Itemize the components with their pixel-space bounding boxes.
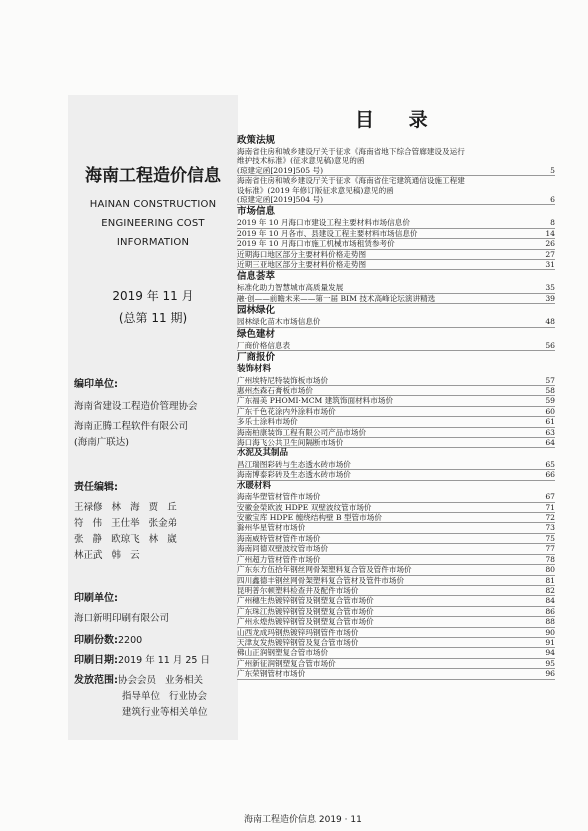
toc-entry-page: 61 [545,417,555,427]
chief-editor-block [74,480,177,564]
toc-entry-page: 5 [550,165,555,175]
toc-entry-title: 广东东方伍拾年钢丝网骨架塑料复合管及管件市场价 [237,565,412,575]
printer-name: 海口新明印刷有限公司 [74,613,170,624]
toc-entry-title: 安徽宝库 HDPE 缠绕结构壁 B 型管市场价 [237,513,382,523]
toc-entry-title: 惠州杰森石膏板市场价 [237,386,313,395]
editor-block [74,377,198,451]
toc-entry-title: 2019 年 10 月海口市施工机械市场租赁参考价 [237,239,395,249]
toc-entry-page: 73 [545,523,555,533]
toc-entry [237,147,555,176]
toc-entry [237,260,555,270]
toc-entry [237,638,555,648]
cover-sidebar [68,95,238,740]
toc-section-heading: 园林绿化 [237,305,276,317]
toc-subsection-heading: 水泥及其制品 [237,448,289,459]
toc-entry [237,523,555,533]
toc-entry-page: 96 [545,669,555,679]
toc-subsection-heading: 装饰材料 [237,364,272,375]
chief-editor-label: 责任编辑: [74,482,118,493]
toc-entry-title: 安徽金榮欧波 HDPE 双壁波纹管市场价 [237,502,372,512]
toc-entry-page: 60 [545,406,555,416]
toc-entry-page: 82 [545,585,555,595]
toc-entry-title: 广东福美 PHOMI·MCM 建筑饰面材料市场价 [237,396,394,406]
toc-entry [237,596,555,606]
toc-entry [237,470,555,480]
toc-entry [237,438,555,448]
toc-title: 目 录 [355,109,442,131]
toc-entry-title: 2019 年 10 月各市、县建设工程主要材料市场信息价 [237,228,418,238]
journal-title: 海南工程造价信息 [85,166,221,186]
toc-entry-title: 多乐士涂料市场价 [237,417,298,427]
english-line: HAINAN CONSTRUCTION [89,199,217,210]
page-footer: 海南工程造价信息 2019 · 11 [244,815,362,825]
distribution-line: 建筑行业等相关单位 [122,707,208,718]
toc-entry-page: 57 [545,375,555,385]
toc-entry-title: 海南省住房和城乡建设厅关于征求《海南省地下综合管廊建设及运行 维护技术标准》(征求意见稿)意见的函 (琼建定函[2019]505 号) [237,147,465,175]
distribution-line: 协会会员 业务相关 [118,675,204,686]
table-of-contents [237,134,555,680]
editor-line: 海南省建设工程造价管理协会 [74,401,198,412]
toc-entry-title: 海南省住房和城乡建设厅关于征求《海南省住宅建筑通信设施工程建 设标准》(2019 年修订版征求意见稿)意见的函 (琼建定函[2019]504 号) [237,176,465,205]
toc-entry-page: 27 [545,249,555,259]
toc-entry-title: 海南华塑管材管件市场价 [237,492,321,502]
toc-entry-page: 26 [545,239,555,249]
toc-entry [237,576,555,586]
toc-entry-page: 39 [545,293,555,303]
toc-entry-title: 广东荣钢管材市场价 [237,669,306,679]
toc-entry [237,386,555,396]
toc-entry-page: 8 [550,218,555,228]
toc-entry-page: 88 [545,617,555,627]
toc-entry-title: 海南柏康装饰工程有限公司产品市场价 [237,427,367,437]
toc-entry-title: 山西龙成玛钢热镀锌玛钢管件市场价 [237,627,359,637]
toc-entry-page: 94 [545,648,555,658]
toc-entry-page: 56 [545,340,555,350]
toc-entry [237,544,555,554]
issue-date: 2019 年 11 月 [112,289,194,303]
toc-entry-title: 昌江瑞图彩砖与生态透水砖市场价 [237,459,351,469]
toc-entry-page: 6 [550,195,555,205]
toc-entry [237,294,555,304]
toc-entry-page: 84 [545,596,555,606]
toc-entry-page: 78 [545,554,555,564]
toc-entry [237,428,555,438]
toc-entry-page: 95 [545,658,555,668]
toc-entry-page: 91 [545,637,555,647]
toc-entry-title: 近期海口地区部分主要材料价格走势图 [237,249,367,259]
toc-entry [237,565,555,575]
toc-entry [237,648,555,658]
toc-entry-page: 65 [545,459,555,469]
toc-entry-title: 广州穗生热镀锌钢管及钢塑复合管市场价 [237,596,374,606]
distribution-line: 指导单位 行业协会 [122,691,208,702]
toc-entry-page: 35 [545,283,555,293]
toc-entry-title: 广东千色花涂内外涂料市场价 [237,406,336,416]
toc-section-heading: 绿色建材 [237,328,276,340]
toc-subsection-heading: 水暖材料 [237,480,272,491]
toc-section-heading: 信息荟萃 [237,271,276,283]
toc-entry-title: 滁州华星管材市场价 [237,523,306,533]
toc-entry-title: 海南威特管材管件市场价 [237,533,321,543]
print-date-label: 印刷日期: [74,655,118,666]
toc-entry-title: 四川鑫德丰钢丝网骨架塑料复合管材及管件市场价 [237,575,405,585]
toc-entry-page: 58 [545,386,555,395]
toc-entry [237,503,555,513]
toc-entry [237,555,555,565]
print-date-block [74,653,210,669]
issue-number: (总第 11 期) [118,311,188,325]
toc-entry-title: 2019 年 10 月海口市建设工程主要材料市场信息价 [237,218,410,228]
toc-entry [237,239,555,249]
toc-entry [237,534,555,544]
chief-editor-line: 林正武 韩 云 [74,550,140,561]
toc-entry [237,218,555,228]
toc-entry-page: 71 [545,502,555,512]
toc-entry [237,317,555,327]
toc-entry [237,229,555,239]
distribution-block [74,673,208,721]
toc-entry-title: 厂商价格信息表 [237,340,291,350]
toc-entry [237,460,555,470]
toc-entry [237,341,555,351]
toc-entry [237,250,555,260]
toc-entry [237,176,555,205]
copies-value: 2200 [118,635,143,646]
toc-entry-title: 广东珠江热镀锌钢管及钢塑复合管市场价 [237,606,374,616]
toc-entry-page: 59 [545,396,555,406]
toc-entry [237,513,555,523]
toc-entry [237,396,555,406]
toc-entry [237,492,555,502]
toc-entry-title: 园林绿化苗木市场信息价 [237,317,321,327]
toc-entry-page: 75 [545,533,555,543]
print-date-value: 2019 年 11 月 25 日 [118,655,210,666]
toc-entry-page: 77 [545,544,555,554]
toc-entry [237,669,555,679]
toc-entry-title: 海南博泰彩砖及生态透水砖市场价 [237,470,351,480]
chief-editor-line: 王禄修 林 海 贾 丘 [74,502,177,513]
toc-section-heading: 厂商报价 [237,352,276,364]
toc-section-heading: 市场信息 [237,206,276,218]
printer-block [74,591,169,627]
printer-label: 印刷单位: [74,593,118,604]
toc-entry-title: 天津友发热镀锌钢管及复合管市场价 [237,637,359,647]
toc-entry [237,407,555,417]
toc-entry-page: 80 [545,565,555,575]
toc-entry [237,586,555,596]
toc-section-heading: 政策法规 [237,135,276,146]
toc-entry [237,376,555,386]
toc-entry [237,283,555,293]
toc-entry-title: 广州永煌热镀锌钢管及钢塑复合管市场价 [237,617,374,627]
toc-entry-title: 广州埃特尼特装饰板市场价 [237,375,329,385]
distribution-label: 发放范围: [74,675,118,686]
english-line: INFORMATION [116,237,190,248]
toc-entry-title: 佛山正润钢塑复合管市场价 [237,648,329,658]
journal-english-title [68,195,238,252]
copies-label: 印刷份数: [74,635,118,646]
toc-entry-page: 14 [545,228,555,238]
toc-entry-title: 融·创——前瞻未来——第一届 BIM 技术高峰论坛演讲精选 [237,293,436,303]
toc-entry-title: 标准化助力智慧城市高质量发展 [237,283,344,293]
toc-entry-page: 67 [545,492,555,502]
editor-line: 海南正腾工程软件有限公司 [74,421,189,432]
toc-entry [237,617,555,627]
chief-editor-line: 张 静 欧琼飞 林 崴 [74,534,177,545]
toc-entry-page: 86 [545,606,555,616]
editor-line: (海南广联达) [74,437,129,448]
toc-entry-page: 81 [545,575,555,585]
chief-editor-line: 符 伟 王仕举 张金弟 [74,518,178,529]
toc-entry [237,659,555,669]
toc-entry-page: 90 [545,627,555,637]
toc-entry-title: 广州新征润钢塑复合管市场价 [237,658,336,668]
toc-entry-title: 近期三亚地区部分主要材料价格走势图 [237,260,367,270]
toc-entry [237,417,555,427]
toc-entry [237,628,555,638]
toc-entry-page: 64 [545,438,555,448]
toc-entry-page: 48 [545,317,555,327]
toc-entry [237,607,555,617]
editor-label: 编印单位: [74,379,118,390]
toc-entry-page: 63 [545,427,555,437]
english-line: ENGINEERING COST [101,218,205,229]
toc-entry-page: 31 [545,260,555,270]
toc-entry-page: 66 [545,470,555,480]
toc-entry-title: 海口海飞公共卫生间隔断市场价 [237,438,344,448]
copies-block [74,633,142,649]
toc-entry-title: 昆明普尔顿塑料检查井及配件市场价 [237,585,359,595]
toc-entry-title: 海南同德双壁波纹管市场价 [237,544,329,554]
toc-entry-page: 72 [545,513,555,523]
toc-entry-title: 广州超力管材管件市场价 [237,554,321,564]
